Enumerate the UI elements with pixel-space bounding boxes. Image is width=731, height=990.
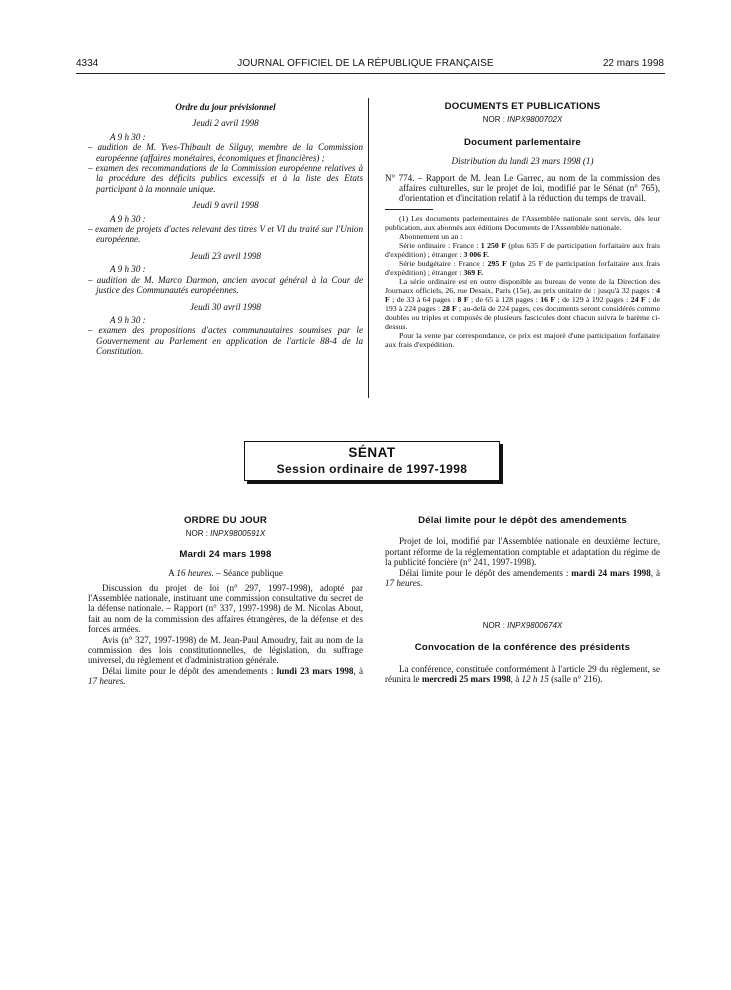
nor-label: NOR : — [185, 529, 208, 539]
delai-paragraph: Projet de loi, modifié par l'Assemblée nationale en deuxième lecture, portant réforme de la réglementation comptable et adaptation du régime de la publicité foncière (n° 241, 1997-1998). — [385, 536, 660, 568]
delai-section — [385, 516, 660, 588]
vente-correspondance: Pour la vente par correspondance, ce prix est majoré d'une participation forfaitaire aux frais d'expédition. — [385, 330, 660, 349]
senat-title: SÉNAT — [348, 445, 396, 460]
agenda-section — [88, 102, 363, 357]
agenda-day-date: Jeudi 2 avril 1998 — [192, 118, 259, 129]
agenda-day-date: Jeudi 9 avril 1998 — [192, 200, 259, 211]
nor-label: NOR : — [482, 115, 505, 125]
seance-line: A 16 heures. – Séance publique — [168, 568, 283, 579]
documents-section — [385, 102, 660, 349]
ordre-paragraph: Avis (n° 327, 1997-1998) de M. Jean-Paul Amoudry, fait au nom de la commission des lois constitutionnelles, de législation, du suffrage universel, du règlement et d'administration générale. — [88, 634, 363, 666]
agenda-day-time: A 9 h 30 : — [110, 213, 146, 224]
abonnement-line: Abonnement un an : — [399, 231, 463, 241]
agenda-day — [88, 200, 363, 245]
header-rule — [76, 73, 665, 74]
agenda-title: Ordre du jour prévisionnel — [175, 102, 276, 112]
ordre-date: Mardi 24 mars 1998 — [179, 548, 272, 560]
convocation-section — [385, 621, 660, 685]
column-divider — [368, 98, 369, 398]
ordre-nor — [88, 529, 363, 539]
agenda-day-time: A 9 h 30 : — [110, 131, 146, 142]
ordre-delai: Délai limite pour le dépôt des amendements : lundi 23 mars 1998, à 17 heures. — [88, 665, 363, 687]
documents-nor — [385, 115, 660, 125]
documents-title: DOCUMENTS ET PUBLICATIONS — [444, 101, 601, 112]
distribution-line: Distribution du lundi 23 mars 1998 (1) — [451, 156, 594, 167]
documents-subtitle: Document parlementaire — [464, 136, 581, 148]
issue-date: 22 mars 1998 — [602, 58, 664, 69]
agenda-day — [88, 251, 363, 296]
vente-tarifs: La série ordinaire est en outre disponible au bureau de vente de la Direction des Journaux officiels, 26, rue Desaix, Paris (15e), au prix unitaire de : jusqu'à 32 pages : 4 F ; de 33 à 64 pages : 8 F ; de 65 à 128 pages : 16 F ; de 129 à 192 pages : 24 F ; de 193 à 224 pages : 28 F ; au-delà de 224 pages, ces documents seront considérés comme doubles ou triples et composés de plusieurs fascicules dont chacun suivra le barème ci-dessus. — [385, 276, 661, 331]
agenda-item: – examen des recommandations de la Commission européenne relatives à la procédure des déficits publics excessifs et à la liste des Etats participant à la monnaie unique. — [88, 163, 363, 194]
convocation-nor — [385, 621, 660, 631]
serie-budgetaire: Série budgétaire : France : 295 F (plus 25 F de participation forfaitaire aux frais d'expédition) ; étranger : 369 F. — [385, 258, 660, 277]
footnote-1: (1) Les documents parlementaires de l'Assemblée nationale sont servis, dès leur publication, aux abonnés aux éditions Documents de l'Assemblée nationale. — [385, 213, 660, 232]
senat-session: Session ordinaire de 1997-1998 — [276, 462, 468, 476]
agenda-item: – examen de projets d'actes relevant des titres V et VI du traité sur l'Union européenne. — [88, 224, 363, 245]
agenda-day-time: A 9 h 30 : — [110, 314, 146, 325]
agenda-item: – audition de M. Marco Darmon, ancien avocat général à la Cour de justice des Communautés européennes. — [88, 274, 363, 296]
page-number: 4334 — [76, 58, 99, 69]
nor-code: INPX9800674X — [507, 621, 563, 630]
convocation-title: Convocation de la conférence des présidents — [414, 642, 631, 654]
agenda-day-date: Jeudi 23 avril 1998 — [190, 250, 261, 261]
nor-label: NOR : — [482, 621, 505, 630]
serie-ordinaire: Série ordinaire : France : 1 250 F (plus 635 F de participation forfaitaire aux frais d'expédition) ; étranger : 3 006 F. — [385, 240, 660, 259]
footnote-rule — [385, 209, 433, 210]
nor-code: INPX9800591X — [210, 529, 266, 539]
agenda-item: – examen des propositions d'actes communautaires soumises par le Gouvernement au Parlement en application de l'article 88-4 de la Constitution. — [88, 325, 363, 357]
delai-title: Délai limite pour le dépôt des amendements — [418, 515, 627, 526]
senat-banner — [244, 441, 500, 481]
document-entry: N° 774. – Rapport de M. Jean Le Garrec, au nom de la commission des affaires culturelles, sur le projet de loi, modifié par le Sénat (n° 765), d'orientation et d'incitation relatif à la réduction du temps de travail. — [385, 172, 660, 204]
agenda-day — [88, 302, 363, 357]
agenda-day-time: A 9 h 30 : — [110, 264, 146, 275]
ordre-title: ORDRE DU JOUR — [183, 515, 268, 526]
ordre-section — [88, 516, 363, 687]
agenda-item: – audition de M. Yves-Thibault de Silguy, membre de la Commission européenne (affaires monétaires, économiques et financières) ; — [88, 142, 363, 163]
ordre-paragraph: Discussion du projet de loi (n° 297, 1997-1998), adopté par l'Assemblée nationale, instituant une commission consultative du secret de la défense nationale. – Rapport (n° 337, 1997-1998) de M. Nicolas About, fait au nom de la commission des affaires étrangères, de la défense et des forces armées. — [88, 582, 363, 635]
delai-date: Délai limite pour le dépôt des amendements : mardi 24 mars 1998, à 17 heures. — [385, 567, 660, 589]
agenda-day — [88, 118, 363, 194]
journal-title: JOURNAL OFFICIEL DE LA RÉPUBLIQUE FRANÇAISE — [237, 58, 494, 69]
footnotes — [385, 214, 660, 349]
agenda-day-date: Jeudi 30 avril 1998 — [190, 301, 261, 312]
convocation-paragraph: La conférence, constituée conformément à l'article 29 du règlement, se réunira le mercredi 25 mars 1998, à 12 h 15 (salle n° 216). — [385, 663, 660, 685]
nor-code: INPX9800702X — [507, 115, 563, 125]
